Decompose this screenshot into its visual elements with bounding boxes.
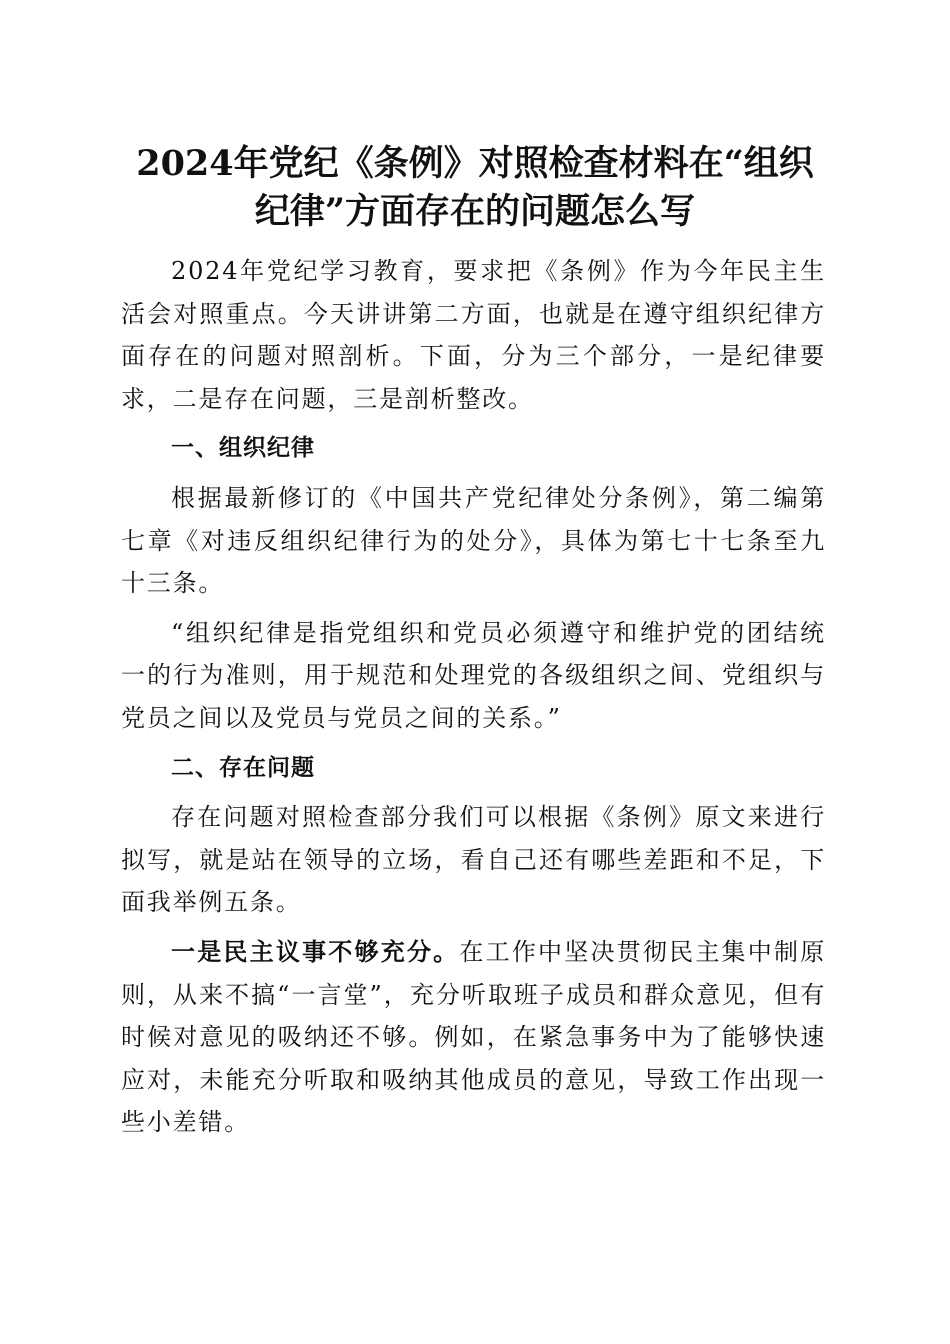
definition-quote-paragraph: “组织纪律是指党组织和党员必须遵守和维护党的团结统一的行为准则，用于规范和处理党的各级组织之间、党组织与党员之间以及党员与党员之间的关系。” [121, 618, 826, 732]
document-title [110, 140, 840, 236]
intro-paragraph: 2024年党纪学习教育，要求把《条例》作为今年民主生活会对照重点。今天讲讲第二方面，也就是在遵守组织纪律方面存在的问题对照剖析。下面，分为三个部分，一是纪律要求，二是存在问题，三是剖析整改。 [121, 257, 826, 413]
problem-item-text: 在工作中坚决贯彻民主集中制原则，从来不搞“一言堂”，充分听取班子成员和群众意见，但有时候对意见的吸纳还不够。例如，在紧急事务中为了能够快速应对，未能充分听取和吸纳其他成员的意见，导致工作出现一些小差错。 [121, 937, 826, 1137]
document-body [121, 250, 826, 1151]
section-heading-existing-problems: 二、存在问题 [171, 754, 315, 781]
title-line-2: 纪律”方面存在的问题怎么写 [254, 191, 696, 232]
problem-item-lead: 一是民主议事不够充分。 [171, 936, 460, 966]
problem-item-paragraph [121, 931, 826, 1144]
title-line-1: 2024年党纪《条例》对照检查材料在“组织 [136, 143, 814, 184]
section-heading-organization-discipline: 一、组织纪律 [171, 435, 315, 462]
problems-intro-paragraph: 存在问题对照检查部分我们可以根据《条例》原文来进行拟写，就是站在领导的立场，看自己还有哪些差距和不足，下面我举例五条。 [121, 803, 826, 917]
regulation-reference-paragraph: 根据最新修订的《中国共产党纪律处分条例》，第二编第七章《对违反组织纪律行为的处分》，具体为第七十七条至九十三条。 [121, 483, 826, 598]
